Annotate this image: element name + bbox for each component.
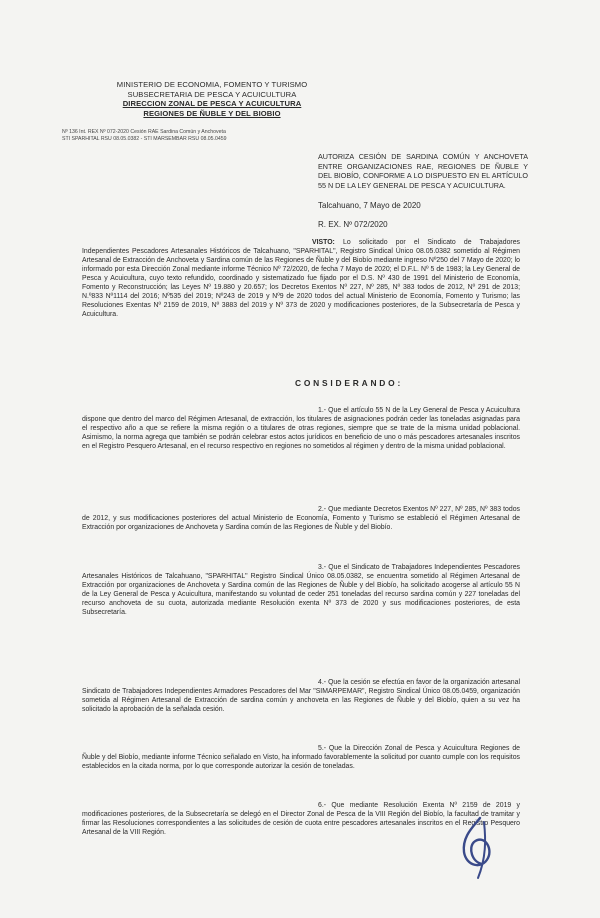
header-line-subsecretaria: SUBSECRETARIA DE PESCA Y ACUICULTURA <box>127 89 297 99</box>
considerando-4-text: 4.- Que la cesión se efectúa en favor de la organización artesanal Sindicato de Trabajadores Independientes Armadores Pescadores del Mar "SIMARPEMAR", Registro Sindical Único 08.05.0459, organización sometida al Régimen Artesanal de Extracción de sardina común y anchoveta en las Regiones de Ñuble y del Biobío, quien a su vez ha solicitado la aprobación de la señalada cesión. <box>82 679 520 713</box>
considerando-5 <box>82 744 520 771</box>
header-line-direccion: DIRECCION ZONAL DE PESCA Y ACUICULTURA <box>122 99 302 109</box>
header-line-regiones: REGIONES DE ÑUBLE Y DEL BIOBIO <box>143 108 281 118</box>
header-line-ministry: MINISTERIO DE ECONOMIA, FOMENTO Y TURISMO <box>116 80 308 89</box>
considerando-6-text: 6.- Que mediante Resolución Exenta Nº 2159 de 2019 y modificaciones posteriores, de la Subsecretaría se delegó en el Director Zonal de Pesca de la VIII Región del Biobío, la facultad de tramitar y firmar las Resoluciones correspondientes a las solicitudes de cesión de cuota entre pescadores artesanales inscritos en el Registro Pesquero Artesanal de la VIII Región. <box>82 802 520 836</box>
considerando-4 <box>82 678 520 714</box>
considerando-1 <box>82 406 520 451</box>
considerando-2-text: 2.- Que mediante Decretos Exentos Nº 227, Nº 285, Nº 383 todos de 2012, y sus modificaciones posteriores del actual Ministerio de Economía, Fomento y Turismo se estableció el Régimen Artesanal de Extracción por organizaciones de Anchoveta y Sardina común de las Regiones de Ñuble y del Biobío. <box>82 506 520 531</box>
considerando-heading: CONSIDERANDO: <box>295 378 404 388</box>
considerando-2 <box>82 505 520 532</box>
considerando-5-text: 5.- Que la Dirección Zonal de Pesca y Acuicultura Regiones de Ñuble y del Biobío, mediante informe Técnico señalado en Visto, ha informado favorablemente la solicitud por cuanto cumple con los requisitos establecidos en la citada norma, por lo que corresponde autorizar la cesión de toneladas. <box>82 745 520 770</box>
considerando-1-text: 1.- Que el artículo 55 N de la Ley General de Pesca y Acuicultura dispone que dentro del marco del Régimen Artesanal, de extracción, los titulares de asignaciones podrán ceder las toneladas asignadas para el respectivo año a que se refiere la misma región o a titulares de otras regiones, siempre que se trate de la misma unidad poblacional. Asimismo, la norma agrega que también se podrán celebrar estos actos jurídicos en beneficio de uno o más pescadores artesanales inscritos en el Registro Pesquero Artesanal, en el recurso respectivo en regiones no sometidos al régimen y dentro de la misma unidad poblacional. <box>82 407 520 450</box>
resolution-number: R. EX. Nº 072/2020 <box>318 220 388 229</box>
signature-mark <box>448 812 508 884</box>
considerando-3 <box>82 563 520 617</box>
resolution-date: Talcahuano, 7 Mayo de 2020 <box>318 201 421 210</box>
reference-line-1: Nº 136 Int. REX Nº 072-2020 Cesión RAE Sardina Común y Anchoveta <box>62 129 226 135</box>
ministry-header <box>82 80 342 118</box>
visto-keyword: VISTO: <box>312 239 335 246</box>
visto-text: Lo solicitado por el Sindicato de Trabajadores Independientes Pescadores Artesanales Históricos de Talcahuano, "SPARHITAL", Registro Sindical Único 08.05.0382 sometido al Régimen Artesanal de Extracción de Anchoveta y Sardina común de las Regiones de Ñuble y del Biobío mediante ingreso Nº250 del 7 Mayo de 2020; lo informado por esta Dirección Zonal mediante informe Técnico Nº 72/2020, de fecha 7 Mayo de 2020; el D.F.L. Nº 5 de 1983; la Ley General de Pesca y Acuicultura, cuyo texto refundido, coordinado y sistematizado fue fijado por el D.S. Nº 430 de 1991 del Ministerio de Economía, Fomento y Reconstrucción; las Leyes Nº 19.880 y 20.657; los Decretos Exentos Nº 227, Nº 285, Nº 383 todos de 2012, Nº 291 de 2013; N.º833 Nº1114 del 2016; Nº535 del 2019; Nº243 de 2019 y Nº9 de 2020 todos del actual Ministerio de Economía, Fomento y Turismo; las Resoluciones Exentas Nº 2159 de 2019, Nº 3883 del 2019 y Nº 373 de 2020 y modificaciones posteriores, de la Subsecretaría de Pesca y Acuicultura. <box>82 239 520 318</box>
visto-paragraph <box>82 238 520 319</box>
reference-block <box>62 129 227 143</box>
resolution-summary: AUTORIZA CESIÓN DE SARDINA COMÚN Y ANCHOVETA ENTRE ORGANIZACIONES RAE, REGIONES DE ÑUBLE Y DEL BIOBÍO, CONFORME A LO DISPUESTO EN EL ARTÍCULO 55 N DE LA LEY GENERAL DE PESCA Y ACUICULTURA. <box>318 152 528 190</box>
considerando-3-text: 3.- Que el Sindicato de Trabajadores Independientes Pescadores Artesanales Históricos de Talcahuano, "SPARHITAL" Registro Sindical Único 08.05.0382, se encuentra sometido al Régimen Artesanal de Extracción por organizaciones de Anchoveta y Sardina común de las Regiones de Ñuble y del Biobío, ha solicitado acogerse al artículo 55 N de la Ley General de Pesca y Acuicultura, manifestando su voluntad de ceder 251 toneladas del recurso sardina común y 227 toneladas del recurso anchoveta de su cuota, autorizada mediante Resolución exenta Nº 373 de 2020 y sus modificaciones posteriores, de esta Subsecretaría. <box>82 564 520 616</box>
reference-line-2: STI SPARHITAL RSU 08.05.0382 - STI MARSEMBAR RSU 08.05.0459 <box>62 135 227 142</box>
